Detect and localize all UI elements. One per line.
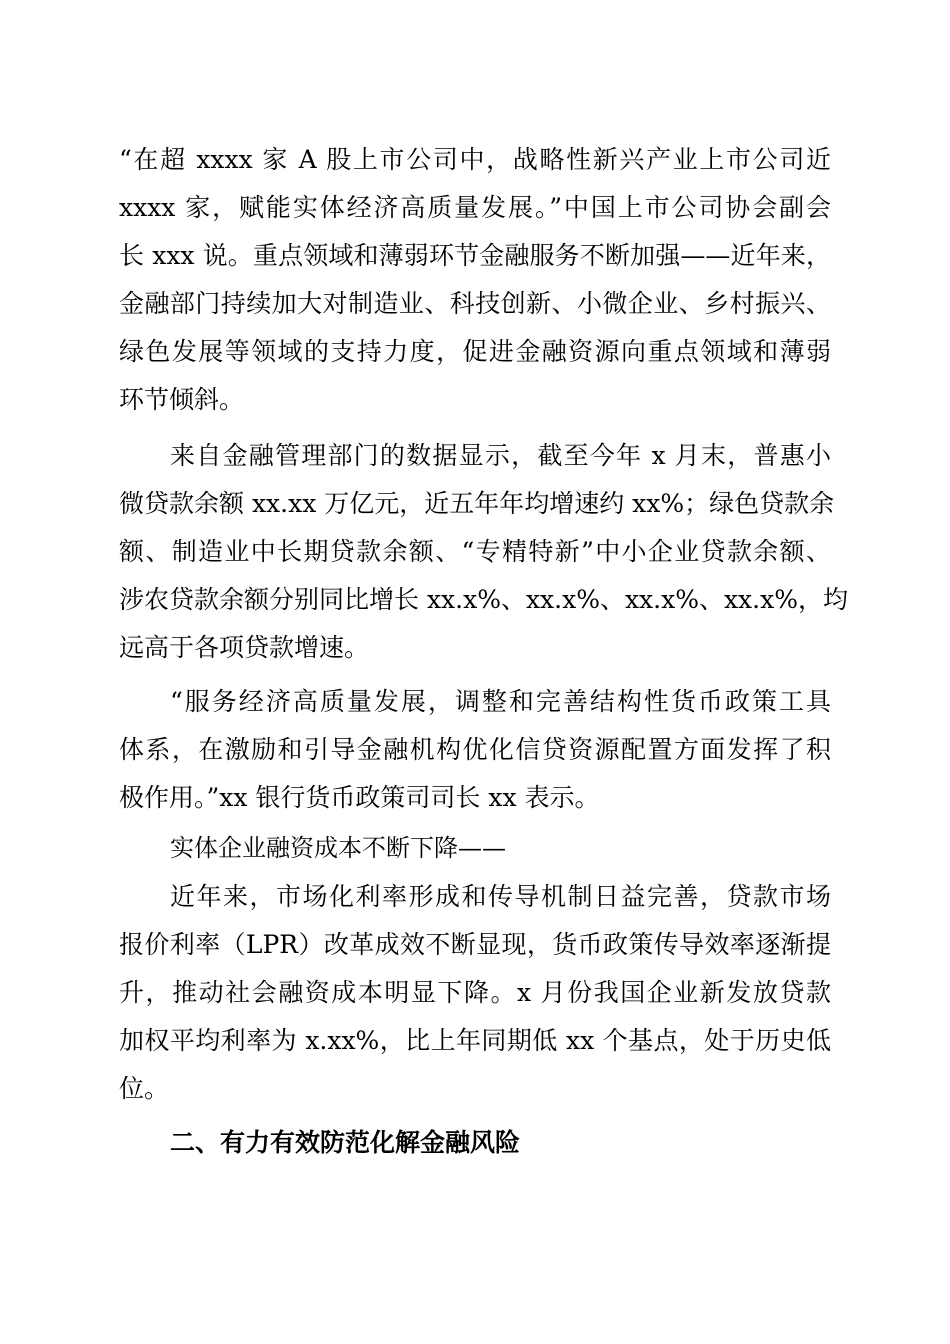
paragraph-5-line-1: 近年来，市场化利率形成和传导机制日益完善，贷款市场 — [170, 882, 831, 911]
paragraph-1-line-2: xxxx 家，赋能实体经济高质量发展。”中国上市公司协会副会 — [119, 193, 831, 222]
paragraph-2-line-3: 额、制造业中长期贷款余额、“专精特新”中小企业贷款余额、 — [119, 537, 831, 566]
paragraph-3-line-3: 极作用。”xx 银行货币政策司司长 xx 表示。 — [119, 783, 600, 812]
paragraph-2-line-5: 远高于各项贷款增速。 — [119, 633, 370, 662]
paragraph-1-line-6: 环节倾斜。 — [119, 385, 245, 414]
paragraph-1-line-5: 绿色发展等领域的支持力度，促进金融资源向重点领域和薄弱 — [119, 337, 831, 366]
paragraph-2-line-1: 来自金融管理部门的数据显示，截至今年 x 月末，普惠小 — [170, 441, 831, 470]
paragraph-1-line-1: “在超 xxxx 家 A 股上市公司中，战略性新兴产业上市公司近 — [119, 145, 831, 174]
paragraph-5-line-2: 报价利率（LPR）改革成效不断显现，货币政策传导效率逐渐提 — [119, 930, 831, 959]
paragraph-4-line-1: 实体企业融资成本不断下降—— — [170, 834, 506, 862]
paragraph-2-line-4: 涉农贷款余额分别同比增长 xx.x%、xx.x%、xx.x%、xx.x%，均 — [119, 585, 848, 614]
paragraph-2-line-2: 微贷款余额 xx.xx 万亿元，近五年年均增速约 xx%；绿色贷款余 — [119, 489, 835, 518]
paragraph-5-line-4: 加权平均利率为 x.xx%，比上年同期低 xx 个基点，处于历史低 — [119, 1026, 831, 1055]
paragraph-1-line-3: 长 xxx 说。重点领域和薄弱环节金融服务不断加强——近年来， — [119, 241, 831, 270]
section-heading: 二、有力有效防范化解金融风险 — [170, 1128, 521, 1157]
paragraph-5-line-5: 位。 — [119, 1074, 170, 1103]
paragraph-5-line-3: 升，推动社会融资成本明显下降。x 月份我国企业新发放贷款 — [119, 978, 831, 1007]
paragraph-3-line-1: “服务经济高质量发展，调整和完善结构性货币政策工具 — [170, 687, 831, 716]
paragraph-3-line-2: 体系，在激励和引导金融机构优化信贷资源配置方面发挥了积 — [119, 735, 831, 764]
paragraph-1-line-4: 金融部门持续加大对制造业、科技创新、小微企业、乡村振兴、 — [119, 289, 831, 318]
